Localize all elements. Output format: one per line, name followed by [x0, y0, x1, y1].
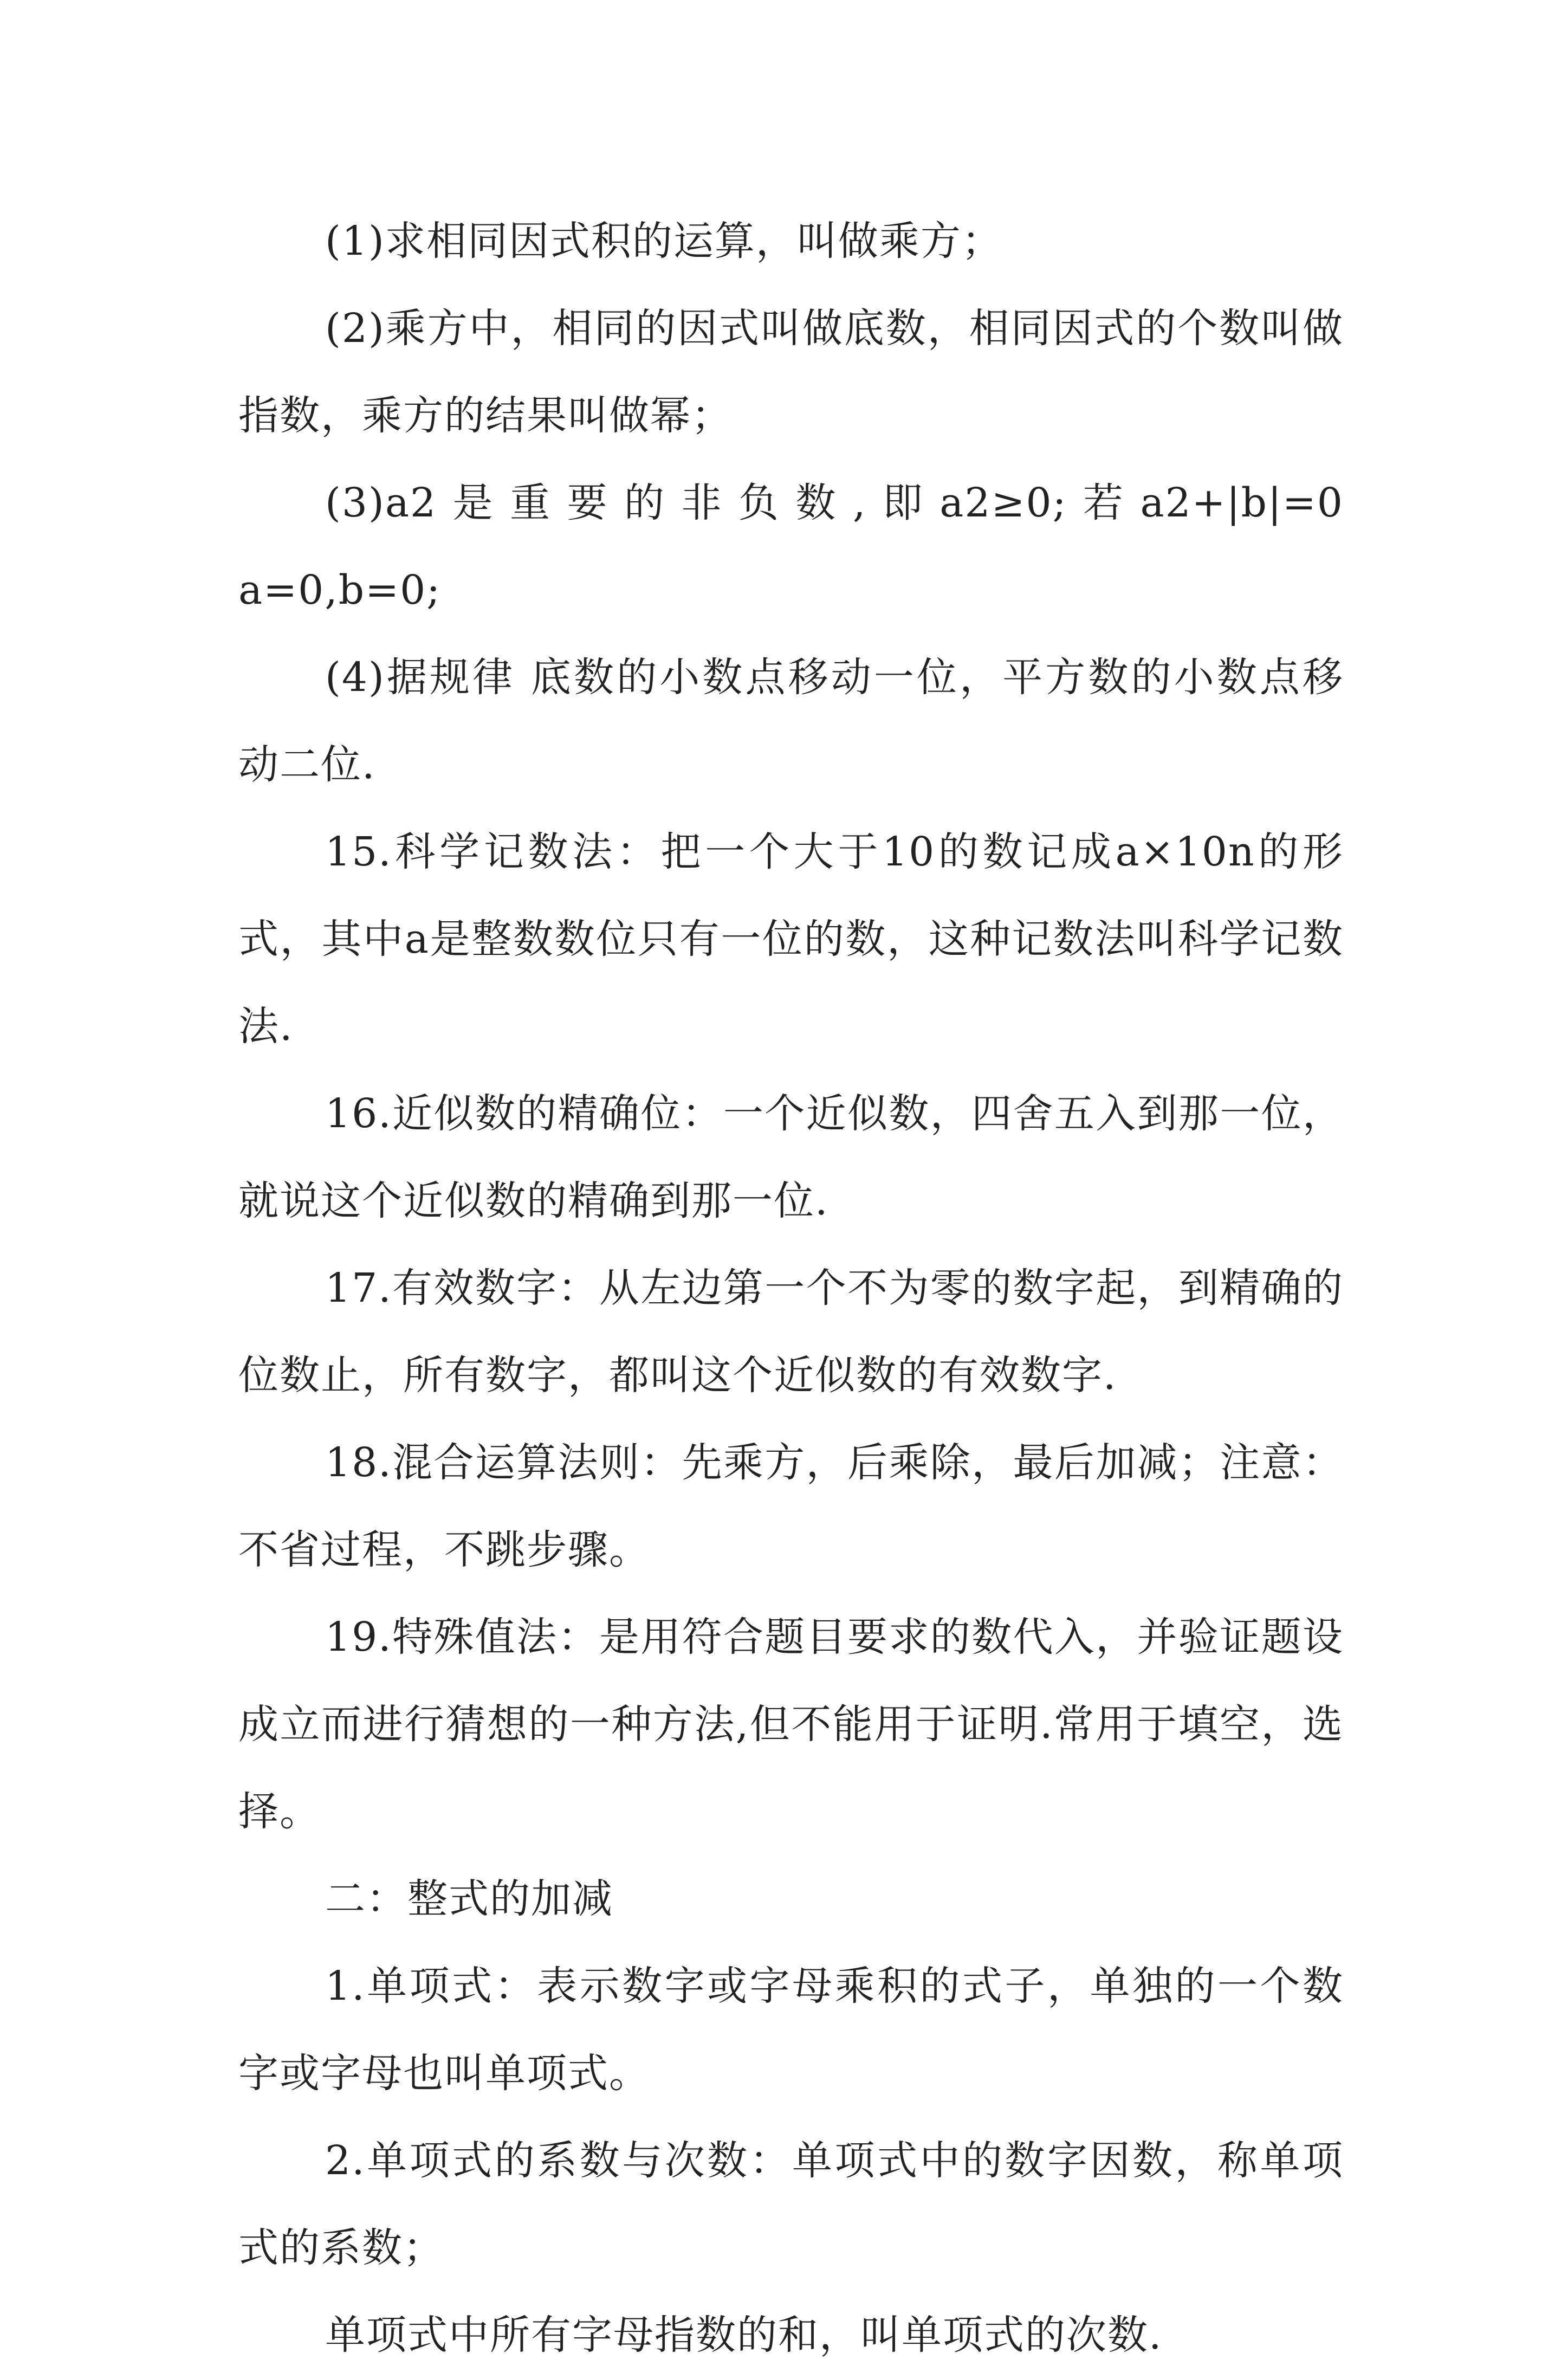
paragraph-base-exponent: (2)乘方中，相同的因式叫做底数，相同因式的个数叫做指数，乘方的结果叫做幂；: [238, 305, 1344, 439]
paragraph-nonnegative-square: (3)a2是重要的非负数,即a2≥0;若a2+|b|=0 a=0,b=0;: [238, 480, 1344, 613]
paragraph-monomial: 1.单项式：表示数字或字母乘积的式子，单独的一个数字或字母也叫单项式。: [238, 1963, 1344, 2097]
paragraph-significant-figures: 17.有效数字：从左边第一个不为零的数字起，到精确的位数止，所有数字，都叫这个近似数的有效数字.: [238, 1265, 1344, 1399]
paragraph-power-definition: (1)求相同因式积的运算，叫做乘方；: [325, 218, 1003, 264]
paragraph-scientific-notation: 15.科学记数法：把一个大于10的数记成a×10n的形式，其中a是整数数位只有一位的数，这种记数法叫科学记数法.: [238, 829, 1344, 1050]
paragraph-decimal-rule: (4)据规律 底数的小数点移动一位，平方数的小数点移动二位.: [238, 654, 1344, 788]
section-heading: 二：整式的加减: [325, 1876, 613, 1922]
paragraph-monomial-coefficient: 2.单项式的系数与次数：单项式中的数字因数，称单项式的系数；: [238, 2137, 1344, 2271]
document-body: [238, 198, 1344, 2379]
paragraph-monomial-degree: 单项式中所有字母指数的和，叫单项式的次数.: [325, 2312, 1163, 2358]
paragraph-special-value-method: 19.特殊值法：是用符合题目要求的数代入，并验证题设成立而进行猜想的一种方法,但不能用于证明.常用于填空，选择。: [238, 1614, 1344, 1835]
paragraph-order-of-operations: 18.混合运算法则：先乘方，后乘除，最后加减；注意：不省过程，不跳步骤。: [238, 1439, 1344, 1573]
paragraph-approximate-precision: 16.近似数的精确位：一个近似数，四舍五入到那一位，就说这个近似数的精确到那一位.: [238, 1090, 1344, 1224]
